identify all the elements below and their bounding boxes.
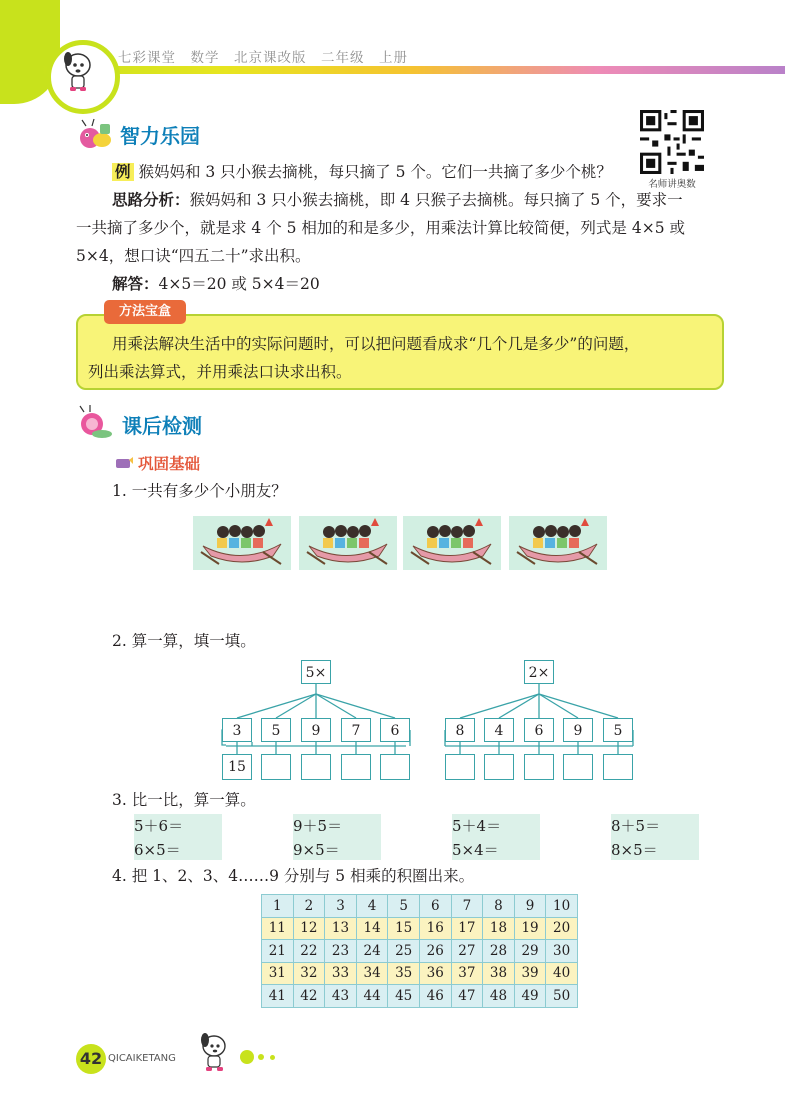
grid-cell[interactable]: 6 xyxy=(419,895,451,918)
example-tag: 例 xyxy=(112,163,134,181)
grid-cell[interactable]: 45 xyxy=(388,985,420,1008)
grid-cell[interactable]: 5 xyxy=(388,895,420,918)
tree2-answer-4[interactable] xyxy=(563,754,593,780)
grid-row-3 xyxy=(262,940,578,963)
grid-cell[interactable]: 1 xyxy=(262,895,294,918)
method-tag: 方法宝盒 xyxy=(104,300,186,324)
number-grid-table xyxy=(261,894,578,1008)
tree2-leaf-2: 4 xyxy=(484,718,514,742)
header-title: 七彩课堂 数学 北京课改版 二年级 上册 xyxy=(118,50,408,66)
grid-cell[interactable]: 18 xyxy=(483,917,515,940)
grid-cell[interactable]: 38 xyxy=(483,962,515,985)
tree1-answer-1[interactable]: 15 xyxy=(222,754,252,780)
grid-cell[interactable]: 42 xyxy=(293,985,325,1008)
grid-cell[interactable]: 20 xyxy=(546,917,578,940)
tree1-answer-5[interactable] xyxy=(380,754,410,780)
grid-cell[interactable]: 35 xyxy=(388,962,420,985)
grid-cell[interactable]: 4 xyxy=(356,895,388,918)
grid-cell[interactable]: 40 xyxy=(546,962,578,985)
compare-3-b: 5×4＝ xyxy=(452,841,499,859)
grid-cell[interactable]: 39 xyxy=(514,962,546,985)
grid-row-1 xyxy=(262,895,578,918)
tree2-leaf-3: 6 xyxy=(524,718,554,742)
tree1-leaf-3: 9 xyxy=(301,718,331,742)
section-title-kehou: 课后检测 xyxy=(122,414,202,438)
grid-cell[interactable]: 36 xyxy=(419,962,451,985)
answer-text: 4×5＝20 或 5×4＝20 xyxy=(158,275,320,293)
grid-cell[interactable]: 21 xyxy=(262,940,294,963)
grid-cell[interactable]: 8 xyxy=(483,895,515,918)
example-text: 猴妈妈和 3 只小猴去摘桃，每只摘了 5 个。它们一共摘了多少个桃？ xyxy=(138,163,612,181)
grid-cell[interactable]: 49 xyxy=(514,985,546,1008)
tree2-leaf-1: 8 xyxy=(445,718,475,742)
grid-cell[interactable]: 3 xyxy=(325,895,357,918)
tree2-leaf-5: 5 xyxy=(603,718,633,742)
grid-cell[interactable]: 43 xyxy=(325,985,357,1008)
grid-cell[interactable]: 48 xyxy=(483,985,515,1008)
compare-2-a: 9＋5＝ xyxy=(293,817,343,835)
grid-cell[interactable]: 46 xyxy=(419,985,451,1008)
compare-1-b: 6×5＝ xyxy=(134,841,181,859)
subtitle-gonggu: 巩固基础 xyxy=(138,455,201,473)
grid-cell[interactable]: 23 xyxy=(325,940,357,963)
tree1-answer-4[interactable] xyxy=(341,754,371,780)
tree1-leaf-2: 5 xyxy=(261,718,291,742)
compare-4-a: 8＋5＝ xyxy=(611,817,661,835)
tree2-answer-2[interactable] xyxy=(484,754,514,780)
compare-4-b: 8×5＝ xyxy=(611,841,658,859)
grid-cell[interactable]: 37 xyxy=(451,962,483,985)
grid-cell[interactable]: 16 xyxy=(419,917,451,940)
grid-cell[interactable]: 15 xyxy=(388,917,420,940)
grid-cell[interactable]: 11 xyxy=(262,917,294,940)
footer-dot-small xyxy=(270,1055,275,1060)
tree2-root: 2× xyxy=(524,660,554,684)
grid-cell[interactable]: 44 xyxy=(356,985,388,1008)
grid-cell[interactable]: 28 xyxy=(483,940,515,963)
method-line-1: 用乘法解决生活中的实际问题时，可以把问题看成求“几个几是多少”的问题， xyxy=(112,335,640,353)
grid-cell[interactable]: 50 xyxy=(546,985,578,1008)
grid-cell[interactable]: 14 xyxy=(356,917,388,940)
question-3: 3. 比一比，算一算。 xyxy=(112,791,256,809)
compare-1-a: 5＋6＝ xyxy=(134,817,184,835)
tree2-answer-3[interactable] xyxy=(524,754,554,780)
analysis-label: 思路分析： xyxy=(112,191,190,209)
page-number: 42 xyxy=(79,1049,103,1068)
method-line-2: 列出乘法算式，并用乘法口诀求出积。 xyxy=(88,363,352,381)
grid-cell[interactable]: 7 xyxy=(451,895,483,918)
tree1-answer-2[interactable] xyxy=(261,754,291,780)
analysis-line-2: 一共摘了多少个，就是求 4 个 5 相加的和是多少，用乘法计算比较简便，列式是 4×5 或 xyxy=(76,219,685,237)
grid-cell[interactable]: 19 xyxy=(514,917,546,940)
grid-cell[interactable]: 24 xyxy=(356,940,388,963)
grid-cell[interactable]: 9 xyxy=(514,895,546,918)
number-grid xyxy=(261,894,578,1008)
analysis-line-3: 5×4，想口诀“四五二十”求出积。 xyxy=(76,247,311,265)
tree1-root: 5× xyxy=(301,660,331,684)
grid-cell[interactable]: 22 xyxy=(293,940,325,963)
tree1-leaf-1: 3 xyxy=(222,718,252,742)
answer-label: 解答： xyxy=(112,275,159,293)
grid-cell[interactable]: 41 xyxy=(262,985,294,1008)
grid-cell[interactable]: 47 xyxy=(451,985,483,1008)
tree2-leaf-4: 9 xyxy=(563,718,593,742)
grid-cell[interactable]: 12 xyxy=(293,917,325,940)
footer-dog-icon xyxy=(194,1030,234,1076)
grid-cell[interactable]: 27 xyxy=(451,940,483,963)
question-2: 2. 算一算，填一填。 xyxy=(112,632,256,650)
grid-cell[interactable]: 25 xyxy=(388,940,420,963)
grid-cell[interactable]: 32 xyxy=(293,962,325,985)
grid-row-4 xyxy=(262,962,578,985)
grid-cell[interactable]: 10 xyxy=(546,895,578,918)
tree1-leaf-5: 6 xyxy=(380,718,410,742)
section-title-zhili: 智力乐园 xyxy=(120,124,200,148)
qr-caption: 名师讲奥数 xyxy=(648,179,696,190)
tree2-answer-5[interactable] xyxy=(603,754,633,780)
tree1-leaf-4: 7 xyxy=(341,718,371,742)
grid-cell[interactable]: 29 xyxy=(514,940,546,963)
grid-cell[interactable]: 13 xyxy=(325,917,357,940)
compare-3-a: 5＋4＝ xyxy=(452,817,502,835)
tree2-answer-1[interactable] xyxy=(445,754,475,780)
question-4: 4. 把 1、2、3、4……9 分别与 5 相乘的积圈出来。 xyxy=(112,867,475,885)
grid-cell[interactable]: 31 xyxy=(262,962,294,985)
grid-row-2 xyxy=(262,917,578,940)
question-1: 1. 一共有多少个小朋友？ xyxy=(112,482,287,500)
analysis-text-1: 猴妈妈和 3 只小猴去摘桃，即 4 只猴子去摘桃。每只摘了 5 个，要求一 xyxy=(189,191,683,209)
grid-cell[interactable]: 34 xyxy=(356,962,388,985)
footer-dot-large xyxy=(240,1050,254,1064)
grid-cell[interactable]: 26 xyxy=(419,940,451,963)
footer-brand: QICAIKETANG xyxy=(108,1053,176,1064)
grid-cell[interactable]: 30 xyxy=(546,940,578,963)
tree1-answer-3[interactable] xyxy=(301,754,331,780)
footer-dot-medium xyxy=(258,1054,264,1060)
compare-2-b: 9×5＝ xyxy=(293,841,340,859)
grid-row-5 xyxy=(262,985,578,1008)
grid-cell[interactable]: 2 xyxy=(293,895,325,918)
grid-cell[interactable]: 17 xyxy=(451,917,483,940)
grid-cell[interactable]: 33 xyxy=(325,962,357,985)
